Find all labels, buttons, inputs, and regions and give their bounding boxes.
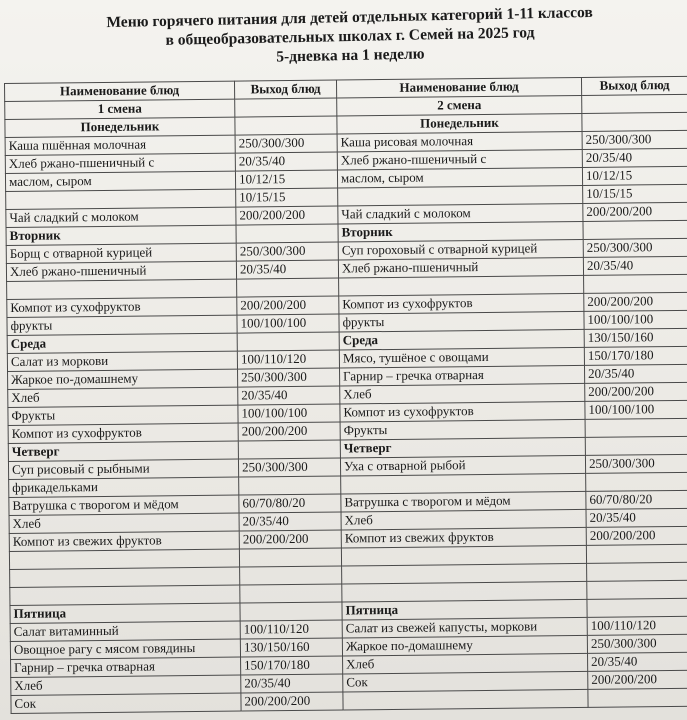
dish-name-shift1: Хлеб ржано-пшеничный (6, 261, 236, 281)
dish-name-shift1: Сок (11, 693, 241, 713)
dish-output-shift2: 20/35/40 (583, 256, 687, 275)
dish-name-shift2: Хлеб ржано-пшеничный с (337, 149, 582, 170)
dish-output-shift1: 250/300/300 (236, 242, 338, 261)
day-label-monday-shift2: Понедельник (337, 113, 582, 134)
dish-name-shift2: Салат из свежей капусты, моркови (342, 617, 587, 638)
dish-output-shift1: 200/200/200 (238, 422, 340, 441)
dish-output-shift2 (585, 418, 687, 437)
dish-output-shift1 (240, 566, 342, 585)
dish-output-shift2: 200/200/200 (588, 670, 687, 689)
dish-name-shift1: Овощное рагу с мясом говядины (10, 639, 240, 659)
dish-output-shift1: 250/300/300 (235, 134, 337, 153)
dish-name-shift1 (6, 189, 236, 209)
dish-name-shift1: Суп рисовый с рыбными (8, 459, 238, 479)
dish-name-shift2: Хлеб ржано-пшеничный (338, 257, 583, 278)
dish-name-shift1: Салат витаминный (10, 621, 240, 641)
dish-output-shift1 (239, 548, 341, 567)
dish-output-shift1 (238, 440, 340, 459)
empty-cell (235, 116, 337, 135)
dish-output-shift1: 200/200/200 (241, 692, 343, 711)
dish-name-shift1: Салат из моркови (7, 351, 237, 371)
dish-output-shift2: 250/300/300 (585, 454, 687, 473)
dish-output-shift2: 200/200/200 (583, 202, 687, 221)
dish-output-shift2: 200/200/200 (584, 292, 687, 311)
dish-output-shift2: 100/100/100 (585, 400, 687, 419)
dish-name-shift2: Мясо, тушёное с овощами (339, 347, 584, 368)
dish-name-shift1: Борщ с отварной курицей (6, 243, 236, 263)
title-line-3: 5-дневка на 1 неделю (276, 45, 425, 66)
dish-output-shift2: 250/300/300 (587, 634, 687, 653)
dish-output-shift2 (584, 274, 687, 293)
dish-output-shift1: 130/150/160 (240, 638, 342, 657)
dish-name-shift2: Хлеб (340, 383, 585, 404)
document-title (39, 2, 660, 72)
dish-output-shift2: 130/150/160 (584, 328, 687, 347)
dish-name-shift2: маслом, сыром (337, 167, 582, 188)
dish-output-shift2: 20/35/40 (588, 652, 687, 671)
dish-output-shift1 (236, 224, 338, 243)
dish-output-shift2: 20/35/40 (584, 364, 687, 383)
column-header-output-shift2: Выход блюд (581, 76, 687, 95)
empty-cell (582, 94, 687, 113)
dish-output-shift1: 200/200/200 (239, 530, 341, 549)
dish-output-shift1: 20/35/40 (239, 512, 341, 531)
dish-output-shift2: 10/15/15 (583, 184, 687, 203)
dish-name-shift1: Компот из сухофруктов (8, 423, 238, 443)
dish-name-shift2: Компот из сухофруктов (339, 293, 584, 314)
dish-name-shift1: Вторник (6, 225, 236, 245)
dish-output-shift1: 20/35/40 (236, 260, 338, 279)
dish-name-shift2: Среда (339, 329, 584, 350)
title-line-2: в общеобразовательных школах г. Семей на 2025 год (165, 24, 535, 49)
dish-output-shift1: 100/110/120 (237, 350, 339, 369)
dish-name-shift1: Четверг (8, 441, 238, 461)
menu-table-body (5, 76, 687, 713)
dish-name-shift2: Уха с отварной рыбой (340, 455, 585, 476)
dish-output-shift2 (586, 472, 687, 491)
dish-name-shift1 (9, 549, 239, 569)
dish-name-shift1: фрикадельками (9, 477, 239, 497)
dish-name-shift2: фрукты (339, 311, 584, 332)
empty-cell (582, 112, 687, 131)
day-label-monday-shift1: Понедельник (5, 117, 235, 137)
dish-name-shift1: Чай сладкий с молоком (6, 207, 236, 227)
dish-output-shift2: 20/35/40 (582, 148, 687, 167)
menu-table (4, 76, 687, 714)
dish-output-shift1 (239, 476, 341, 495)
column-header-name-shift1: Наименование блюд (5, 81, 235, 101)
dish-name-shift1: Фрукты (8, 405, 238, 425)
dish-name-shift2: Чай сладкий с молоком (338, 203, 583, 224)
dish-name-shift1 (7, 279, 237, 299)
dish-output-shift2: 60/70/80/20 (586, 490, 687, 509)
dish-name-shift1: маслом, сыром (5, 171, 235, 191)
dish-output-shift2: 200/200/200 (586, 526, 687, 545)
dish-output-shift1: 10/12/15 (235, 170, 337, 189)
dish-output-shift2 (583, 220, 687, 239)
dish-name-shift2: Пятница (342, 599, 587, 620)
dish-output-shift2 (585, 436, 687, 455)
dish-name-shift2: Четверг (340, 437, 585, 458)
dish-output-shift1: 200/200/200 (237, 296, 339, 315)
dish-output-shift1: 20/35/40 (235, 152, 337, 171)
dish-name-shift1: Компот из свежих фруктов (9, 531, 239, 551)
dish-name-shift2: Ватрушка с творогом и мёдом (341, 491, 586, 512)
column-header-name-shift2: Наименование блюд (336, 77, 581, 98)
dish-name-shift2: Хлеб (341, 509, 586, 530)
column-header-output-shift1: Выход блюд (234, 80, 336, 99)
dish-output-shift1: 200/200/200 (236, 206, 338, 225)
dish-output-shift2: 250/300/300 (582, 130, 687, 149)
dish-name-shift1: Среда (7, 333, 237, 353)
dish-output-shift2 (588, 688, 687, 707)
dish-name-shift1: Хлеб (11, 675, 241, 695)
dish-name-shift2: Жаркое по-домашнему (342, 635, 587, 656)
dish-name-shift1: Компот из сухофруктов (7, 297, 237, 317)
dish-name-shift2 (343, 689, 588, 710)
dish-output-shift2: 100/100/100 (584, 310, 687, 329)
dish-output-shift1: 250/300/300 (238, 458, 340, 477)
dish-output-shift1: 250/300/300 (238, 368, 340, 387)
dish-name-shift1 (10, 567, 240, 587)
dish-name-shift2: Суп гороховый с отварной курицей (338, 239, 583, 260)
dish-name-shift2: Сок (343, 671, 588, 692)
dish-output-shift2: 150/170/180 (584, 346, 687, 365)
dish-output-shift1: 100/110/120 (240, 620, 342, 639)
dish-output-shift1: 10/15/15 (236, 188, 338, 207)
dish-output-shift2: 10/12/15 (582, 166, 687, 185)
shift-1-label: 1 смена (5, 99, 235, 119)
dish-output-shift1: 100/100/100 (238, 404, 340, 423)
dish-name-shift1 (10, 585, 240, 605)
dish-name-shift1: Гарнир – гречка отварная (11, 657, 241, 677)
dish-name-shift2: Компот из свежих фруктов (341, 527, 586, 548)
dish-output-shift1: 150/170/180 (241, 656, 343, 675)
dish-output-shift1 (237, 278, 339, 297)
dish-name-shift2: Каша рисовая молочная (337, 131, 582, 152)
dish-output-shift2 (587, 562, 687, 581)
dish-output-shift1 (240, 602, 342, 621)
dish-name-shift1: Пятница (10, 603, 240, 623)
dish-name-shift1: фрукты (7, 315, 237, 335)
dish-name-shift1: Хлеб (9, 513, 239, 533)
dish-output-shift1 (237, 332, 339, 351)
dish-output-shift1: 20/35/40 (238, 386, 340, 405)
dish-name-shift2: Вторник (338, 221, 583, 242)
dish-name-shift2: Хлеб (343, 653, 588, 674)
dish-output-shift1: 100/100/100 (237, 314, 339, 333)
dish-name-shift1: Хлеб ржано-пшеничный с (5, 153, 235, 173)
dish-output-shift1: 60/70/80/20 (239, 494, 341, 513)
dish-name-shift1: Хлеб (8, 387, 238, 407)
dish-output-shift2: 250/300/300 (583, 238, 687, 257)
dish-output-shift2: 100/110/120 (587, 616, 687, 635)
dish-output-shift1: 20/35/40 (241, 674, 343, 693)
dish-output-shift2 (587, 598, 687, 617)
dish-name-shift1: Ватрушка с творогом и мёдом (9, 495, 239, 515)
dish-output-shift2 (587, 580, 687, 599)
dish-name-shift2: Фрукты (340, 419, 585, 440)
dish-output-shift2: 20/35/40 (586, 508, 687, 527)
dish-output-shift2: 200/200/200 (585, 382, 687, 401)
shift-2-label: 2 смена (337, 95, 582, 116)
dish-name-shift1: Каша пшённая молочная (5, 135, 235, 155)
dish-output-shift1 (240, 584, 342, 603)
dish-name-shift2: Гарнир – гречка отварная (340, 365, 585, 386)
dish-name-shift2: Компот из сухофруктов (340, 401, 585, 422)
empty-cell (235, 98, 337, 117)
dish-output-shift2 (586, 544, 687, 563)
dish-name-shift1: Жаркое по-домашнему (8, 369, 238, 389)
title-line-1: Меню горячего питания для детей отдельных категорий 1-11 классов (106, 3, 593, 32)
